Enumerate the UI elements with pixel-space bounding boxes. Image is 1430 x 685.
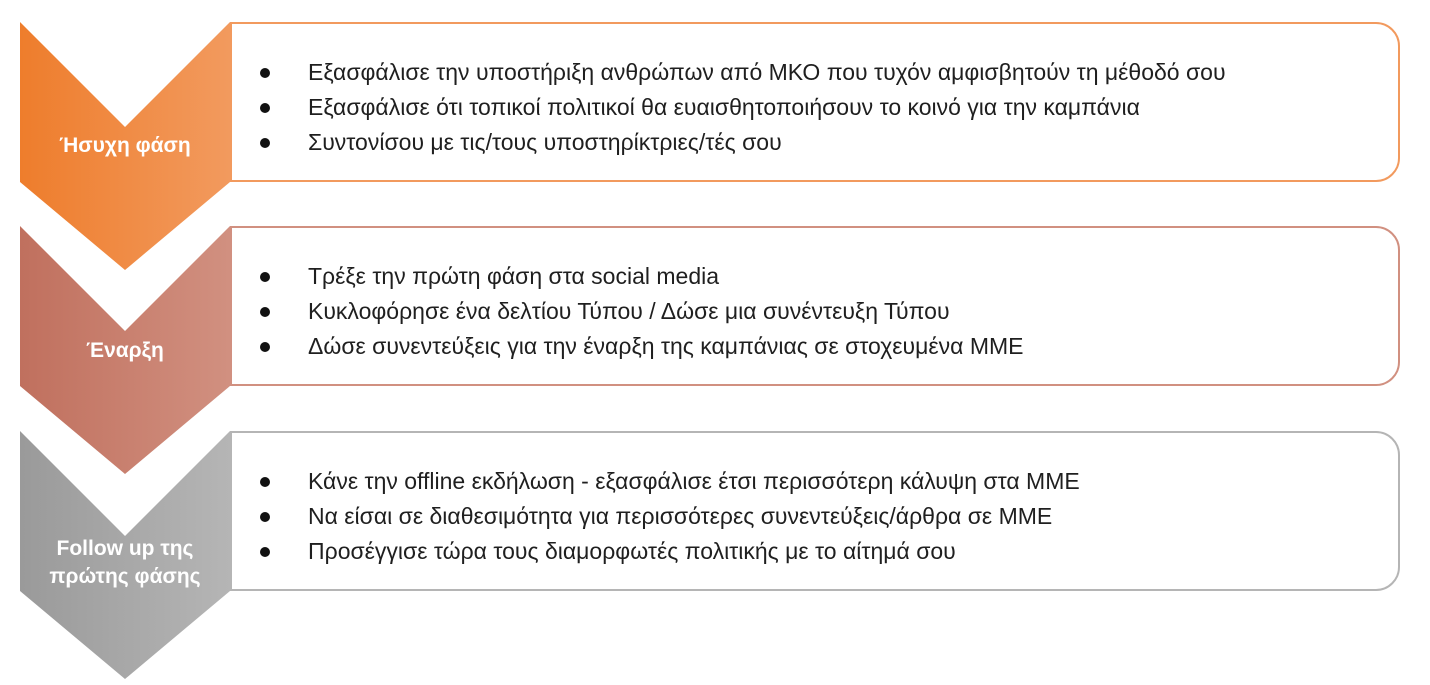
list-item <box>260 55 1226 90</box>
phase-1-label: Ήσυχη φάση <box>59 134 191 157</box>
phase-3-box <box>230 431 1400 591</box>
bullet-icon <box>260 138 270 148</box>
bullet-icon <box>260 512 270 522</box>
bullet-icon <box>260 342 270 352</box>
list-item-text: Εξασφάλισε την υποστήριξη ανθρώπων από ΜΚΟ που τυχόν αμφισβητούν τη μέθοδό σου <box>308 59 1226 85</box>
list-item <box>260 329 1023 364</box>
list-item-text: Να είσαι σε διαθεσιμότητα για περισσότερες συνεντεύξεις/άρθρα σε ΜΜΕ <box>308 503 1053 529</box>
list-item <box>260 499 1080 534</box>
list-item-text: Δώσε συνεντεύξεις για την έναρξη της καμπάνιας σε στοχευμένα ΜΜΕ <box>308 333 1024 359</box>
list-item <box>260 534 1080 569</box>
list-item <box>260 294 1023 329</box>
phase-3-label: Follow up της πρώτης φάσης <box>49 537 201 588</box>
bullet-icon <box>260 103 270 113</box>
list-item <box>260 90 1226 125</box>
list-item <box>260 464 1080 499</box>
phase-2-list <box>260 259 1023 364</box>
bullet-icon <box>260 307 270 317</box>
list-item <box>260 259 1023 294</box>
phase-2-box <box>230 226 1400 386</box>
bullet-icon <box>260 272 270 282</box>
bullet-icon <box>260 547 270 557</box>
phase-1-list <box>260 55 1226 160</box>
list-item <box>260 125 1226 160</box>
list-item-text: Τρέξε την πρώτη φάση στα social media <box>308 263 720 289</box>
phase-1-box <box>230 22 1400 182</box>
phase-3-list <box>260 464 1080 569</box>
bullet-icon <box>260 477 270 487</box>
list-item-text: Προσέγγισε τώρα τους διαμορφωτές πολιτικής με το αίτημά σου <box>308 538 956 564</box>
list-item-text: Συντονίσου με τις/τους υποστηρίκτριες/τές σου <box>308 129 782 155</box>
bullet-icon <box>260 68 270 78</box>
phase-2-label: Έναρξη <box>86 339 164 362</box>
list-item-text: Κυκλοφόρησε ένα δελτίου Τύπου / Δώσε μια συνέντευξη Τύπου <box>308 298 950 324</box>
list-item-text: Εξασφάλισε ότι τοπικοί πολιτικοί θα ευαισθητοποιήσουν το κοινό για την καμπάνια <box>308 94 1140 120</box>
list-item-text: Κάνε την offline εκδήλωση - εξασφάλισε έτσι περισσότερη κάλυψη στα ΜΜΕ <box>308 468 1080 494</box>
